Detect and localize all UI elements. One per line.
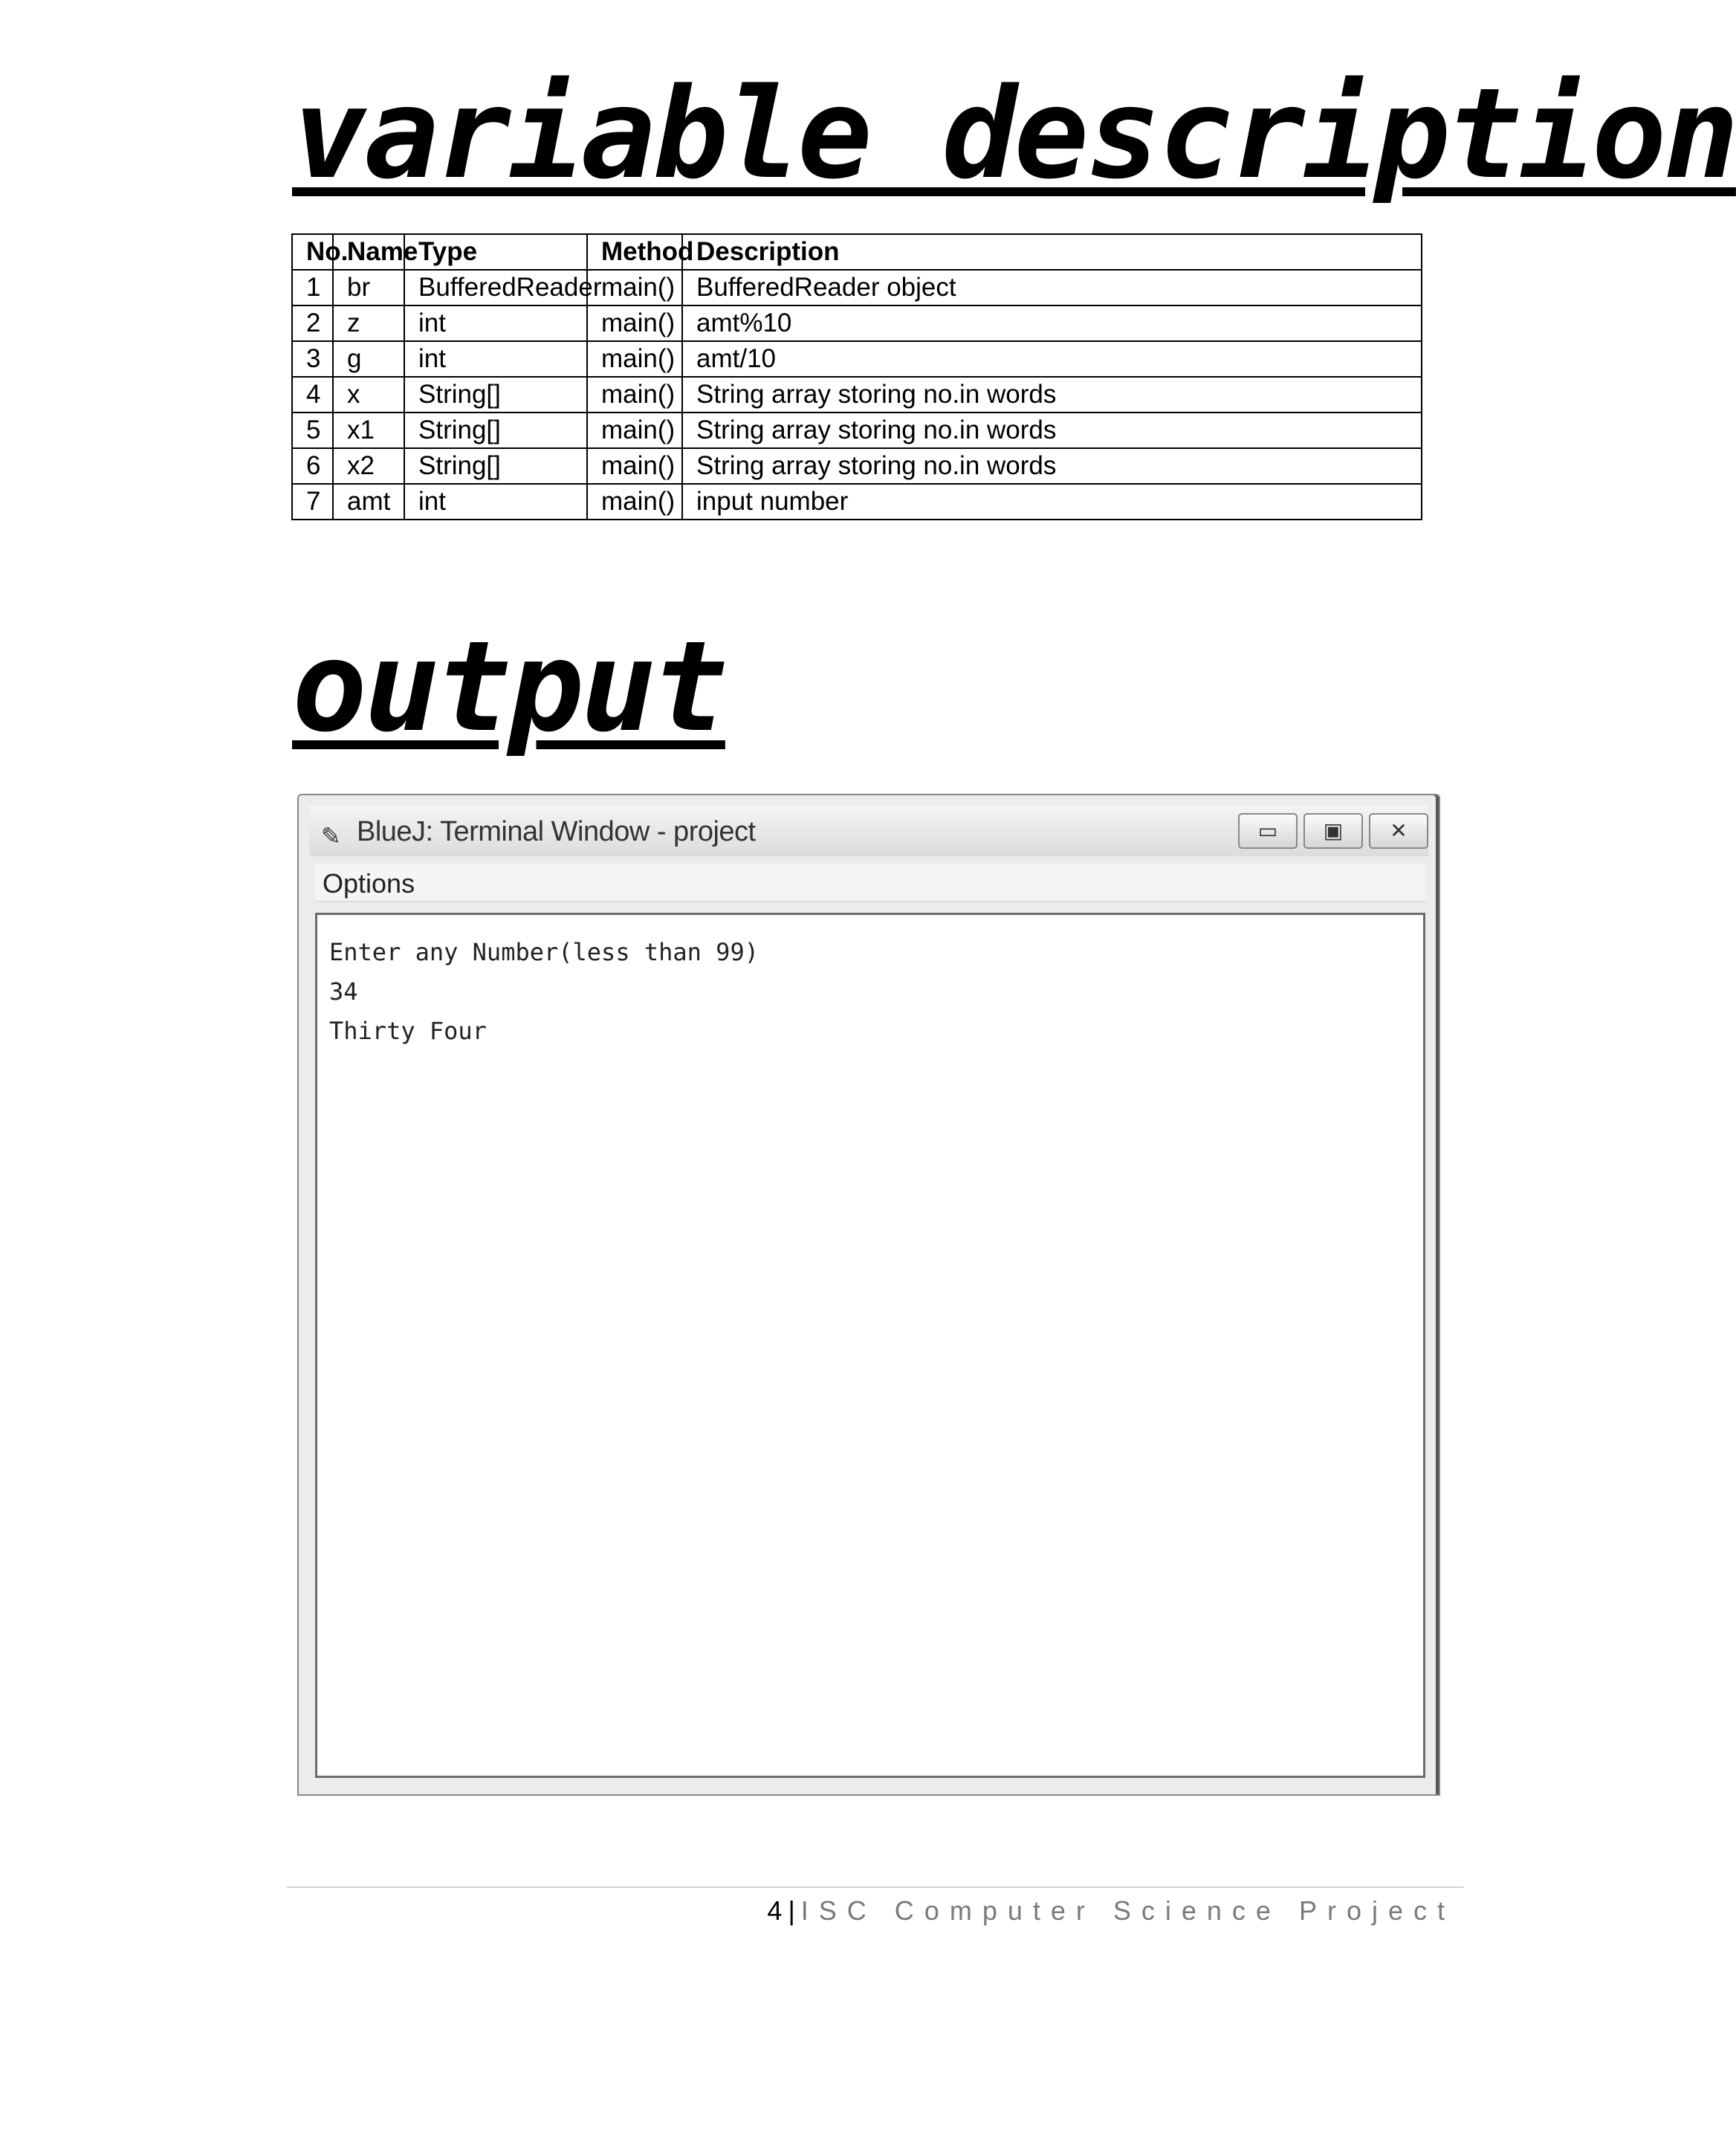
cell-method: main() <box>587 448 682 484</box>
table-row <box>292 448 1422 484</box>
cell-type: int <box>404 484 587 520</box>
cell-method: main() <box>587 377 682 413</box>
window-title: BlueJ: Terminal Window - project <box>357 816 756 847</box>
maximize-button[interactable]: ▣ <box>1303 813 1363 849</box>
cell-description: amt/10 <box>682 341 1422 377</box>
cell-description: String array storing no.in words <box>682 448 1422 484</box>
footer-divider <box>287 1886 1464 1888</box>
cell-no: 5 <box>292 413 333 448</box>
cell-name: x <box>333 377 404 413</box>
cell-name: br <box>333 270 404 305</box>
cell-type: BufferedReader <box>404 270 587 305</box>
terminal-line-input: 34 <box>329 977 358 1006</box>
table-row <box>292 377 1422 413</box>
cell-no: 3 <box>292 341 333 377</box>
header-method: Method <box>587 234 682 270</box>
table-row <box>292 270 1422 305</box>
table-header-row <box>292 234 1422 270</box>
cell-description: String array storing no.in words <box>682 377 1422 413</box>
cell-name: x2 <box>333 448 404 484</box>
cell-type: String[] <box>404 413 587 448</box>
bluej-icon: ✎ <box>321 822 341 850</box>
table-row <box>292 305 1422 341</box>
cell-name: x1 <box>333 413 404 448</box>
header-no: No. <box>292 234 333 270</box>
output-heading: output <box>292 614 725 760</box>
cell-no: 7 <box>292 484 333 520</box>
window-titlebar[interactable] <box>309 806 1428 856</box>
cell-type: String[] <box>404 377 587 413</box>
page-footer <box>767 1895 1455 1927</box>
terminal-output-area[interactable] <box>315 913 1425 1778</box>
minimize-button[interactable]: ▭ <box>1238 813 1298 849</box>
terminal-line-prompt: Enter any Number(less than 99) <box>329 938 759 966</box>
header-type: Type <box>404 234 587 270</box>
cell-no: 6 <box>292 448 333 484</box>
cell-method: main() <box>587 305 682 341</box>
menu-options[interactable]: Options <box>323 868 415 899</box>
menu-bar <box>315 864 1425 902</box>
header-name: Name <box>333 234 404 270</box>
cell-description: BufferedReader object <box>682 270 1422 305</box>
terminal-window <box>297 794 1440 1796</box>
cell-description: amt%10 <box>682 305 1422 341</box>
cell-type: int <box>404 341 587 377</box>
cell-no: 1 <box>292 270 333 305</box>
cell-description: input number <box>682 484 1422 520</box>
cell-type: String[] <box>404 448 587 484</box>
table-row <box>292 484 1422 520</box>
variable-table <box>291 233 1422 520</box>
variable-description-heading: variable description <box>292 61 1736 207</box>
table-row <box>292 341 1422 377</box>
table-row <box>292 413 1422 448</box>
cell-no: 4 <box>292 377 333 413</box>
cell-name: g <box>333 341 404 377</box>
footer-separator: | <box>788 1895 795 1926</box>
footer-title: ISC Computer Science Project <box>800 1895 1455 1926</box>
cell-method: main() <box>587 341 682 377</box>
cell-name: amt <box>333 484 404 520</box>
cell-type: int <box>404 305 587 341</box>
cell-description: String array storing no.in words <box>682 413 1422 448</box>
page-number: 4 <box>767 1895 783 1926</box>
cell-method: main() <box>587 413 682 448</box>
cell-method: main() <box>587 270 682 305</box>
cell-name: z <box>333 305 404 341</box>
header-description: Description <box>682 234 1422 270</box>
cell-method: main() <box>587 484 682 520</box>
close-button[interactable]: ✕ <box>1369 813 1428 849</box>
terminal-line-result: Thirty Four <box>329 1017 487 1045</box>
cell-no: 2 <box>292 305 333 341</box>
